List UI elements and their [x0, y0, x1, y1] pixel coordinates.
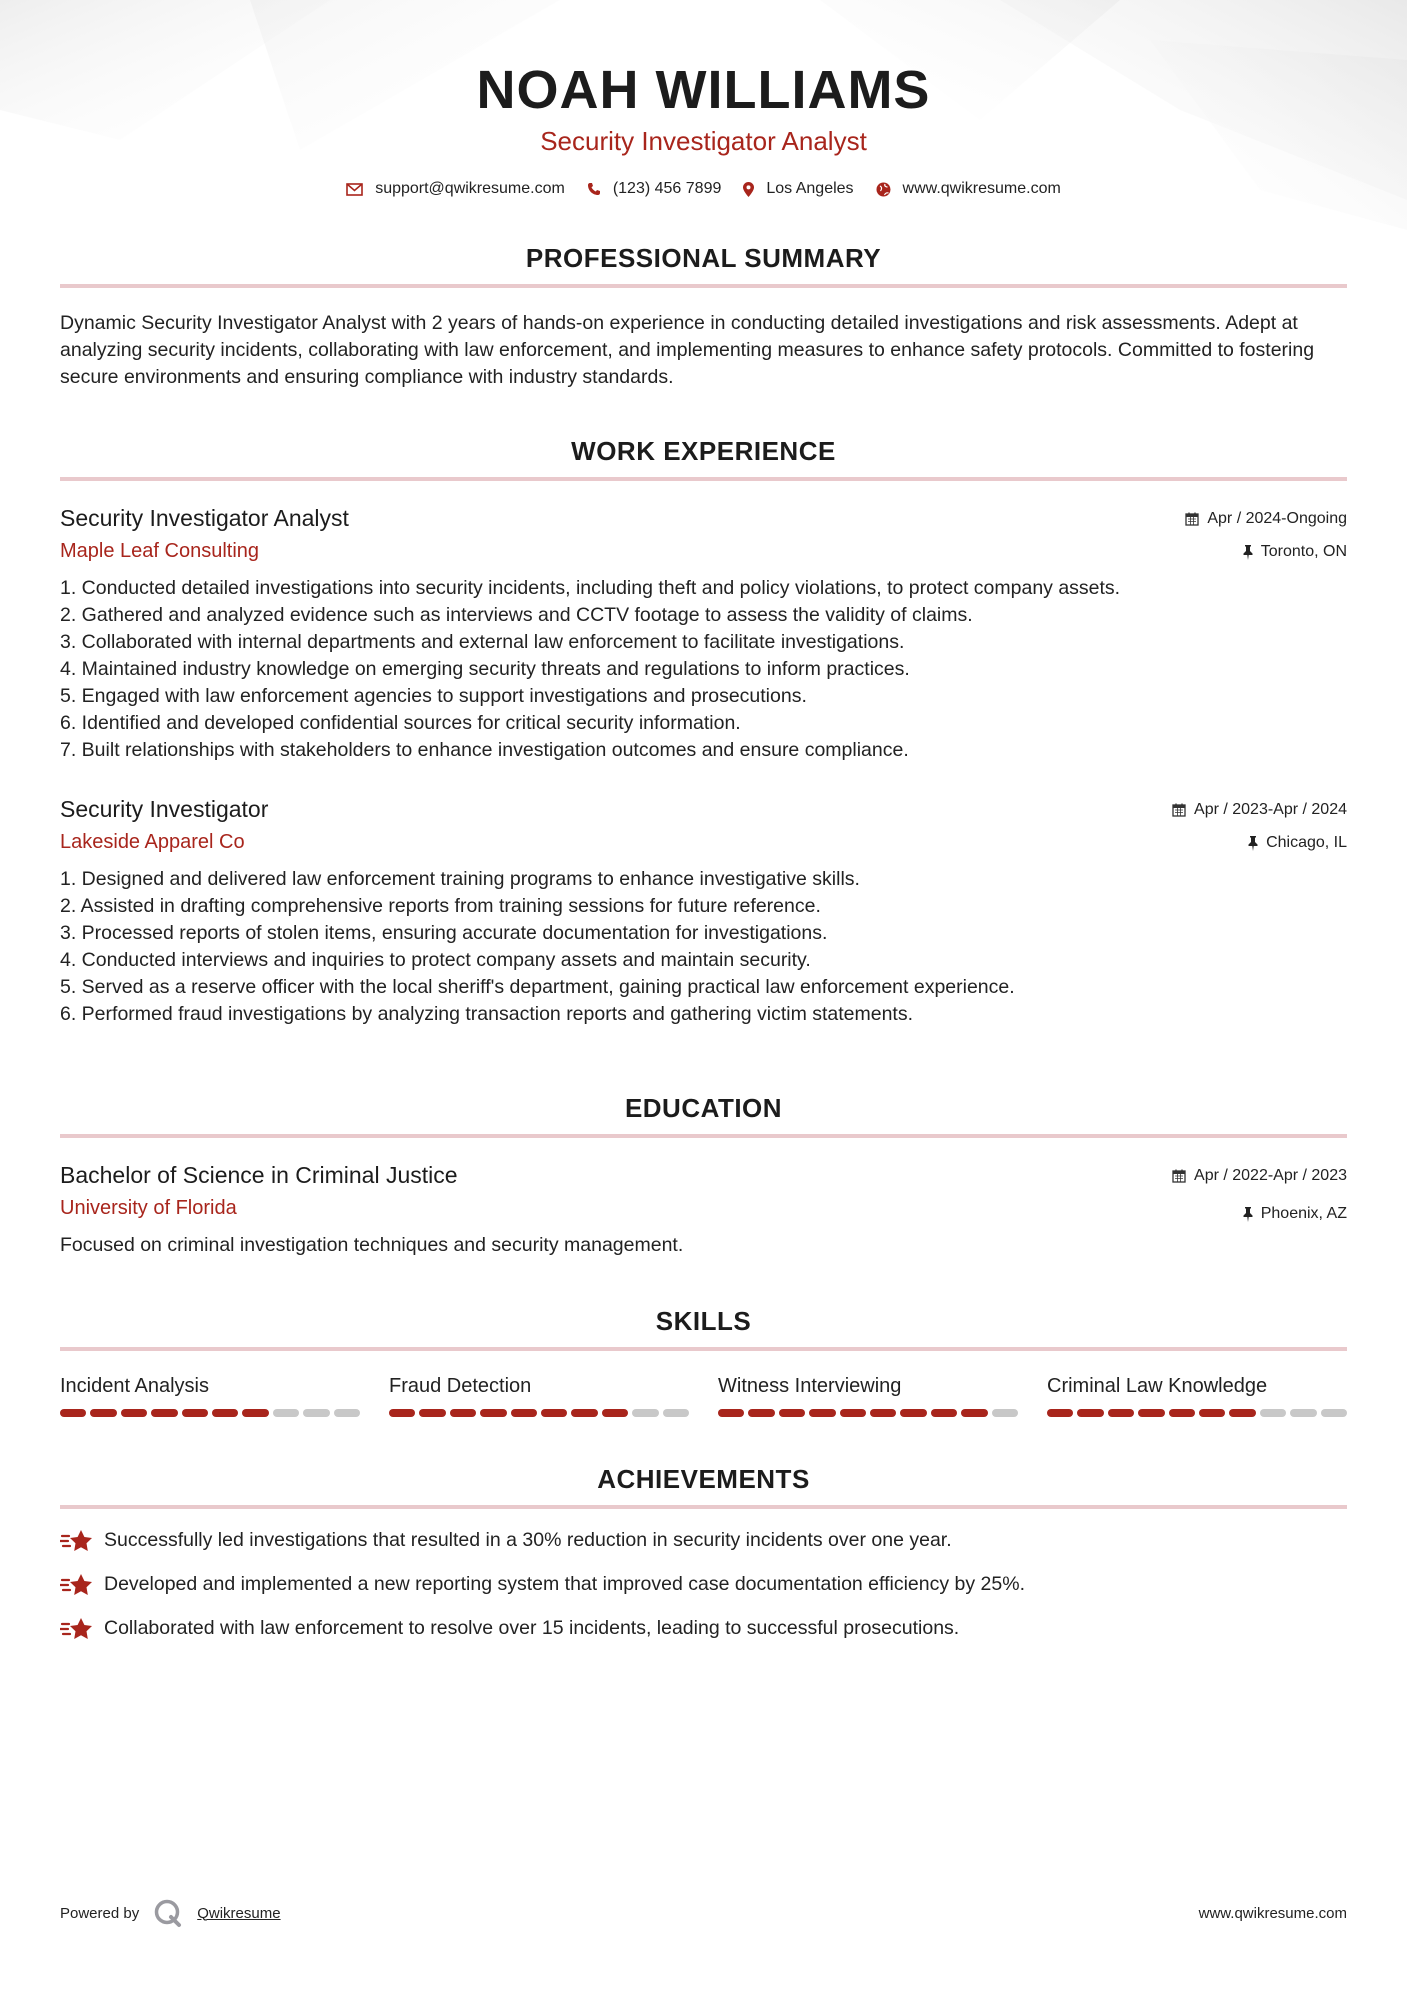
education-entry	[60, 1160, 1347, 1259]
company-name: Maple Leaf Consulting	[60, 540, 260, 562]
duty-item: 6. Identified and developed confidential sources for critical security information.	[60, 712, 741, 734]
summary-heading: PROFESSIONAL SUMMARY	[525, 243, 882, 273]
skill-segment-filled	[931, 1409, 957, 1417]
skill-item	[718, 1373, 1018, 1417]
education-header	[60, 1160, 1347, 1224]
skill-segment-filled	[419, 1409, 445, 1417]
contact-phone[interactable]	[587, 180, 722, 198]
job-meta	[1185, 503, 1347, 562]
skill-segment-empty	[632, 1409, 658, 1417]
skill-segment-empty	[1260, 1409, 1286, 1417]
globe-icon	[876, 182, 891, 197]
skill-segment-filled	[961, 1409, 987, 1417]
contact-bar	[60, 180, 1347, 198]
education-meta	[1172, 1160, 1347, 1224]
dates-text: Apr / 2023-Apr / 2024	[1194, 801, 1347, 818]
skill-segment-filled	[900, 1409, 926, 1417]
skill-name: Criminal Law Knowledge	[1047, 1375, 1268, 1397]
qwikresume-link[interactable]: Qwikresume	[197, 1904, 281, 1922]
location-text: Chicago, IL	[1266, 834, 1347, 851]
duty-item: 3. Collaborated with internal departments and external law enforcement to facilitate investigations.	[60, 631, 905, 653]
skill-segment-empty	[992, 1409, 1018, 1417]
email-text: support@qwikresume.com	[375, 180, 565, 197]
skill-level-bar	[718, 1409, 1018, 1417]
skill-segment-filled	[1199, 1409, 1225, 1417]
education-location	[1172, 1204, 1347, 1224]
job-header	[60, 503, 1347, 565]
duty-item: 1. Conducted detailed investigations into security incidents, including theft and policy violations, to protect company assets.	[60, 577, 1121, 599]
skill-segment-filled	[541, 1409, 567, 1417]
star-icon	[60, 1528, 94, 1554]
skill-name: Incident Analysis	[60, 1375, 209, 1397]
job-entry	[60, 503, 1347, 764]
achievement-item	[60, 1571, 1347, 1598]
star-icon	[60, 1616, 94, 1642]
skill-segment-filled	[748, 1409, 774, 1417]
skill-segment-filled	[1108, 1409, 1134, 1417]
education-heading: EDUCATION	[624, 1093, 783, 1123]
qwikresume-logo	[153, 1898, 183, 1928]
section-divider	[60, 1505, 1347, 1509]
skill-segment-filled	[571, 1409, 597, 1417]
section-divider	[60, 477, 1347, 481]
website-text: www.qwikresume.com	[902, 180, 1061, 197]
duty-item: 2. Assisted in drafting comprehensive reports from training sessions for future reference.	[60, 895, 821, 917]
skill-segment-filled	[212, 1409, 238, 1417]
job-meta	[1172, 794, 1347, 853]
job-title: Security Investigator	[60, 796, 269, 822]
candidate-title: Security Investigator Analyst	[540, 126, 867, 156]
skill-item	[60, 1373, 360, 1417]
skill-item	[389, 1373, 689, 1417]
skill-segment-filled	[1077, 1409, 1103, 1417]
powered-by-label: Powered by	[60, 1904, 140, 1922]
section-divider	[60, 1134, 1347, 1138]
achievement-item	[60, 1615, 1347, 1642]
education-section	[60, 1092, 1347, 1259]
skill-segment-empty	[1321, 1409, 1347, 1417]
skill-segment-filled	[870, 1409, 896, 1417]
pushpin-icon	[1243, 545, 1253, 560]
skill-level-bar	[389, 1409, 689, 1417]
skill-level-bar	[1047, 1409, 1347, 1417]
achievement-item	[60, 1527, 1347, 1554]
duty-item: 4. Conducted interviews and inquiries to protect company assets and maintain security.	[60, 949, 811, 971]
duty-item: 7. Built relationships with stakeholders to enhance investigation outcomes and ensure compliance.	[60, 739, 909, 761]
section-divider	[60, 284, 1347, 288]
duty-item: 4. Maintained industry knowledge on emerging security threats and regulations to inform practices.	[60, 658, 910, 680]
company-name: Lakeside Apparel Co	[60, 831, 245, 853]
location-text: Toronto, ON	[1260, 543, 1347, 560]
experience-heading: WORK EXPERIENCE	[571, 436, 836, 466]
job-location	[1185, 542, 1347, 562]
dates-text: Apr / 2022-Apr / 2023	[1194, 1167, 1347, 1184]
calendar-icon	[1172, 803, 1186, 817]
calendar-icon	[1172, 1169, 1186, 1183]
duty-item: 2. Gathered and analyzed evidence such as interviews and CCTV footage to assess the validity of claims.	[60, 604, 973, 626]
skill-segment-filled	[480, 1409, 506, 1417]
skill-segment-filled	[242, 1409, 268, 1417]
skill-segment-filled	[151, 1409, 177, 1417]
skill-segment-filled	[602, 1409, 628, 1417]
skill-segment-filled	[121, 1409, 147, 1417]
skill-segment-filled	[60, 1409, 86, 1417]
skill-segment-empty	[663, 1409, 689, 1417]
summary-section	[60, 242, 1347, 391]
phone-icon	[587, 182, 601, 196]
skill-segment-empty	[1290, 1409, 1316, 1417]
skill-segment-empty	[334, 1409, 360, 1417]
skill-segment-filled	[90, 1409, 116, 1417]
job-dates	[1185, 509, 1347, 529]
duties-list	[60, 575, 1347, 764]
achievements-list	[60, 1527, 1347, 1642]
achievements-heading: ACHIEVEMENTS	[597, 1464, 810, 1494]
skill-segment-empty	[303, 1409, 329, 1417]
duty-item: 3. Processed reports of stolen items, ensuring accurate documentation for investigations.	[60, 922, 828, 944]
job-header	[60, 794, 1347, 856]
skill-segment-filled	[840, 1409, 866, 1417]
location-text: Los Angeles	[766, 180, 854, 197]
skill-level-bar	[60, 1409, 360, 1417]
duty-item: 5. Engaged with law enforcement agencies to support investigations and prosecutions.	[60, 685, 807, 707]
skill-segment-filled	[511, 1409, 537, 1417]
skill-segment-filled	[1229, 1409, 1255, 1417]
skill-segment-filled	[718, 1409, 744, 1417]
candidate-name: NOAH WILLIAMS	[476, 60, 931, 120]
skill-segment-filled	[450, 1409, 476, 1417]
skill-name: Witness Interviewing	[718, 1375, 902, 1397]
duty-item: 5. Served as a reserve officer with the local sheriff's department, gaining practical law enforcement experience.	[60, 976, 1015, 998]
star-icon	[60, 1572, 94, 1598]
achievements-section	[60, 1463, 1347, 1642]
achievement-text: Developed and implemented a new reporting system that improved case documentation efficiency by 25%.	[104, 1573, 1025, 1595]
skill-segment-filled	[389, 1409, 415, 1417]
footer	[60, 1898, 1347, 1928]
education-description: Focused on criminal investigation techniques and security management.	[60, 1234, 684, 1256]
pushpin-icon	[1248, 836, 1258, 851]
skill-segment-filled	[1169, 1409, 1195, 1417]
achievement-text: Successfully led investigations that resulted in a 30% reduction in security incidents over one year.	[104, 1529, 952, 1551]
pushpin-icon	[1243, 1207, 1253, 1222]
skill-segment-filled	[1047, 1409, 1073, 1417]
skill-segment-filled	[182, 1409, 208, 1417]
contact-location	[743, 180, 853, 198]
experience-section	[60, 435, 1347, 1028]
school-name: University of Florida	[60, 1197, 237, 1219]
job-entry	[60, 794, 1347, 1028]
job-location	[1172, 833, 1347, 853]
skill-segment-filled	[809, 1409, 835, 1417]
job-title: Security Investigator Analyst	[60, 505, 349, 531]
location-pin-icon	[743, 182, 754, 197]
summary-text: Dynamic Security Investigator Analyst with 2 years of hands-on experience in conducting detailed investigations and risk assessments. Adept at analyzing security incidents, collaborating with law enforcement, and implementing measures to enhance safety protocols. Committed to fostering secure environments and ensuring compliance with industry standards.	[60, 312, 1315, 388]
skill-item	[1047, 1373, 1347, 1417]
phone-text: (123) 456 7899	[612, 180, 722, 197]
skills-grid	[60, 1373, 1347, 1417]
resume-header	[60, 0, 1347, 198]
footer-website[interactable]: www.qwikresume.com	[1198, 1904, 1347, 1922]
calendar-icon	[1185, 512, 1199, 526]
skill-segment-filled	[779, 1409, 805, 1417]
powered-by	[60, 1898, 281, 1928]
duty-item: 6. Performed fraud investigations by analyzing transaction reports and gathering victim statements.	[60, 1003, 914, 1025]
duties-list	[60, 866, 1347, 1028]
job-dates	[1172, 800, 1347, 820]
section-divider	[60, 1347, 1347, 1351]
contact-email[interactable]	[346, 180, 565, 198]
achievement-text: Collaborated with law enforcement to resolve over 15 incidents, leading to successful prosecutions.	[104, 1617, 960, 1639]
dates-text: Apr / 2024-Ongoing	[1207, 510, 1347, 527]
education-dates	[1172, 1166, 1347, 1186]
skill-segment-empty	[273, 1409, 299, 1417]
skills-heading: SKILLS	[655, 1306, 752, 1336]
skill-segment-filled	[1138, 1409, 1164, 1417]
skill-name: Fraud Detection	[389, 1375, 532, 1397]
degree-title: Bachelor of Science in Criminal Justice	[60, 1162, 458, 1188]
duty-item: 1. Designed and delivered law enforcement training programs to enhance investigative skills.	[60, 868, 860, 890]
mail-icon	[346, 183, 363, 196]
contact-website[interactable]	[876, 180, 1061, 198]
skills-section	[60, 1305, 1347, 1417]
location-text: Phoenix, AZ	[1260, 1205, 1347, 1222]
